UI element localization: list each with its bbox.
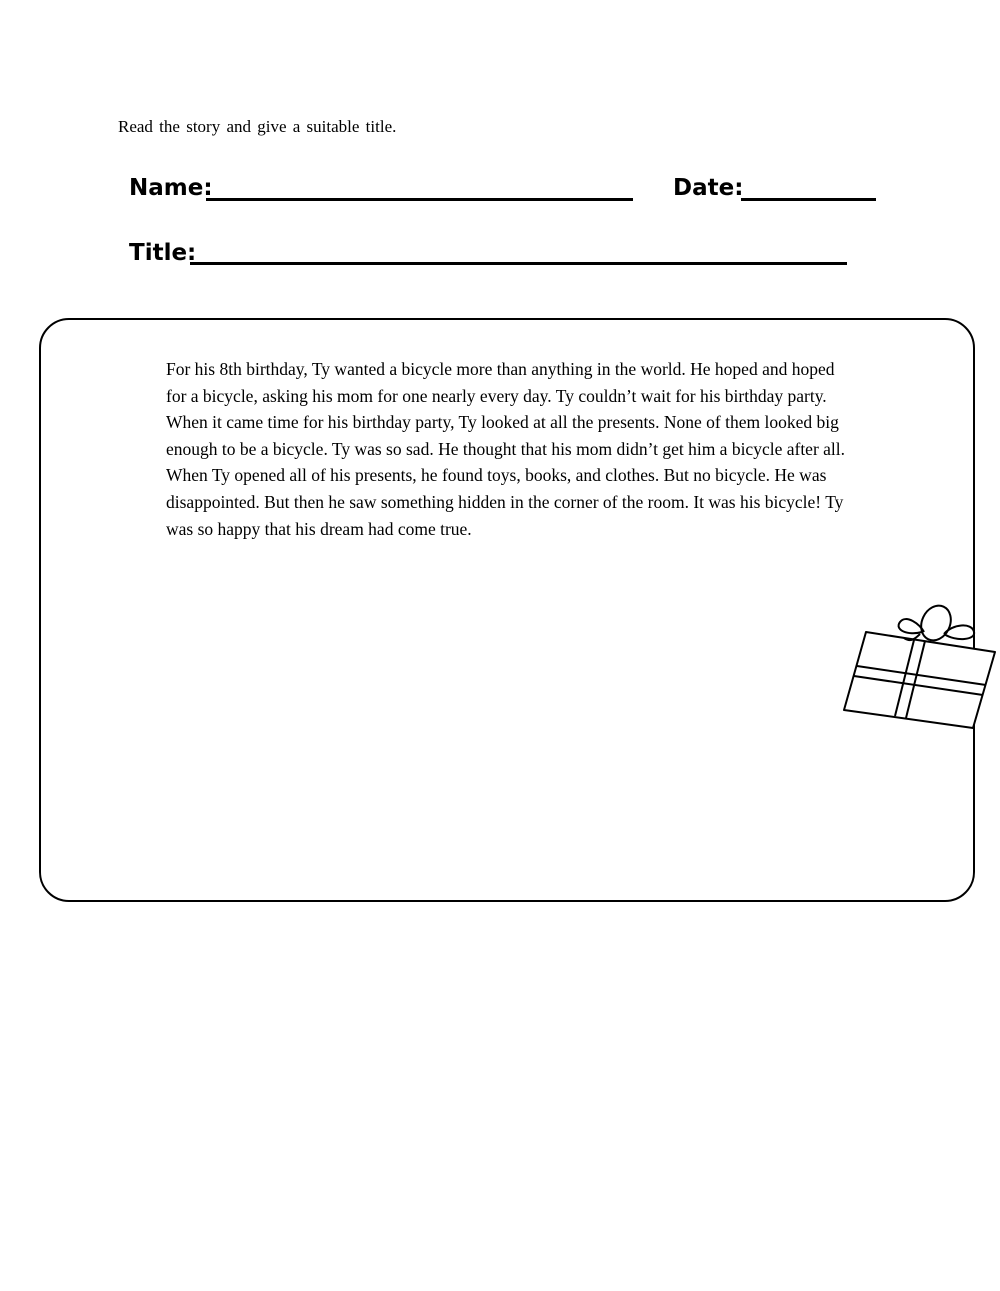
name-blank-line[interactable] bbox=[206, 198, 633, 201]
name-label: Name: bbox=[129, 175, 213, 201]
title-blank-line[interactable] bbox=[190, 262, 847, 265]
date-blank-line[interactable] bbox=[741, 198, 876, 201]
instruction-text: Read the story and give a suitable title. bbox=[118, 117, 397, 136]
title-label: Title: bbox=[129, 240, 197, 266]
date-label: Date: bbox=[673, 175, 744, 201]
story-text bbox=[166, 356, 846, 542]
story-paragraph-3: When Ty opened all of his presents, he found toys, books, and clothes. But no bicycle. He was disappointed. But then he saw something hidden in the corner of the room. It was his bicycle! Ty was so happy that his dream had come true. bbox=[166, 465, 844, 539]
gift-box-icon bbox=[840, 600, 1000, 735]
story-paragraph-1: For his 8th birthday, Ty wanted a bicycle more than anything in the world. He hoped and hoped for a bicycle, asking his mom for one nearly every day. Ty couldn’t wait for his birthday party. bbox=[166, 359, 835, 406]
story-paragraph-2: When it came time for his birthday party, Ty looked at all the presents. None of them looked big enough to be a bicycle. Ty was so sad. He thought that his mom didn’t get him a bicycle after all. bbox=[166, 412, 846, 459]
